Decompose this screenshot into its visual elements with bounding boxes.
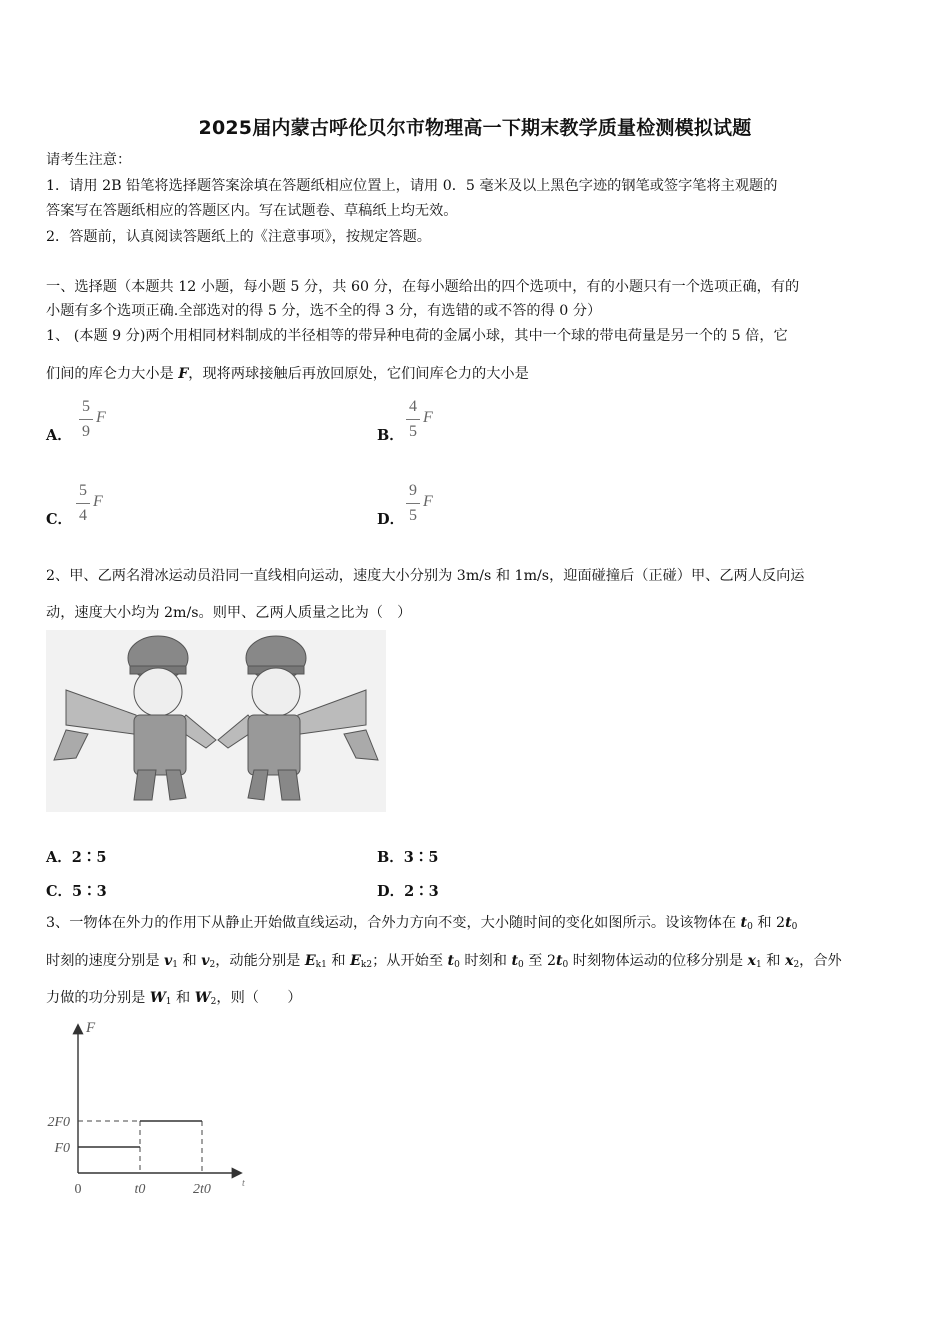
q1-option-b-label[interactable]: B． [377, 427, 404, 444]
q1-option-b-denominator: 5 [409, 423, 417, 440]
force-time-graph [40, 1018, 260, 1208]
y-axis-label: F [86, 1020, 96, 1036]
q1-option-d-numerator: 9 [409, 482, 417, 499]
q1-option-d-denominator: 5 [409, 507, 417, 524]
notice-line-1: 1．请用 2B 铅笔将选择题答案涂填在答题纸相应位置上，请用 0．5 毫米及以上黑色字迹的钢笔或签字笔将主观题的 [46, 178, 778, 194]
y-tick-label: F0 [54, 1141, 70, 1156]
x-axis-label: t [242, 1178, 245, 1189]
section-instruction-1: 一、选择题（本题共 12 小题，每小题 5 分，共 60 分，在每小题给出的四个选项中，有的小题只有一个选项正确，有的 [46, 279, 800, 295]
x-tick-label: t0 [134, 1182, 146, 1197]
q3-line-3: 力做的功分别是 $W_1$ 和 $W_2$，则（ ） [46, 990, 302, 1007]
q1-option-c-var: F [93, 493, 103, 510]
q2-option-a[interactable]: A．2∶5 [46, 849, 107, 866]
q2-line-1: 2、甲、乙两名滑冰运动员沿同一直线相向运动，速度大小分别为 3m/s 和 1m/s，迎面碰撞后（正碰）甲、乙两人反向运 [46, 568, 805, 584]
notice-line-1-cont: 答案写在答题纸相应的答题区内。写在试题卷、草稿纸上均无效。 [46, 203, 458, 219]
q1-option-d-label[interactable]: D． [377, 511, 405, 528]
q1-option-a-numerator: 5 [82, 398, 90, 415]
q2-option-d[interactable]: D．2∶3 [377, 883, 439, 900]
page-title: 2025届内蒙古呼伦贝尔市物理高一下期末教学质量检测模拟试题 [198, 117, 752, 139]
q1-option-c-denominator: 4 [79, 507, 87, 524]
x-tick-label: 0 [74, 1182, 82, 1197]
q1-option-d-var: F [423, 493, 433, 510]
q1-option-b-var: F [423, 409, 433, 426]
q1-option-b-numerator: 4 [409, 398, 417, 415]
y-tick-label: 2F0 [47, 1115, 70, 1130]
q1-line-2: 们间的库仑力大小是 F，现将两球接触后再放回原处，它们间库仑力的大小是 [46, 366, 529, 382]
q2-line-2: 动，速度大小均为 2m/s。则甲、乙两人质量之比为（ ） [46, 605, 412, 621]
q3-line-1: 3、一物体在外力的作用下从静止开始做直线运动，合外力方向不变，大小随时间的变化如图所示。设该物体在 $t_0$ 和 $2t_0$ [46, 915, 798, 932]
q1-line-1: 1、 (本题 9 分)两个用相同材料制成的半径相等的带异种电荷的金属小球，其中一个球的带电荷量是另一个的 5 倍，它 [46, 328, 788, 344]
section-instruction-2: 小题有多个选项正确.全部选对的得 5 分，选不全的得 3 分，有选错的或不答的得 0 分） [46, 303, 602, 319]
q1-option-c-label[interactable]: C． [46, 511, 73, 528]
skaters-illustration [46, 630, 386, 812]
q2-option-b[interactable]: B．3∶5 [377, 849, 439, 866]
q1-option-a-label[interactable]: A． [46, 427, 72, 444]
q1-option-c-numerator: 5 [79, 482, 87, 499]
notice-line-2: 2．答题前，认真阅读答题纸上的《注意事项》，按规定答题。 [46, 229, 431, 245]
q2-option-c[interactable]: C．5∶3 [46, 883, 107, 900]
x-tick-label: 2t0 [193, 1182, 211, 1197]
notice-heading: 请考生注意： [46, 152, 132, 168]
q1-option-a-var: F [96, 409, 106, 426]
q3-line-2: 时刻的速度分别是 $v_1$ 和 $v_2$，动能分别是 $E_{k1}$ 和 $E_{k2}$；从开始至 $t_0$ 时刻和 $t_0$ 至 $2t_0$ 时刻物体运动的位移分别是 $x_1$ 和 $x_2$，合外 [46, 953, 842, 970]
q1-option-a-denominator: 9 [82, 423, 90, 440]
